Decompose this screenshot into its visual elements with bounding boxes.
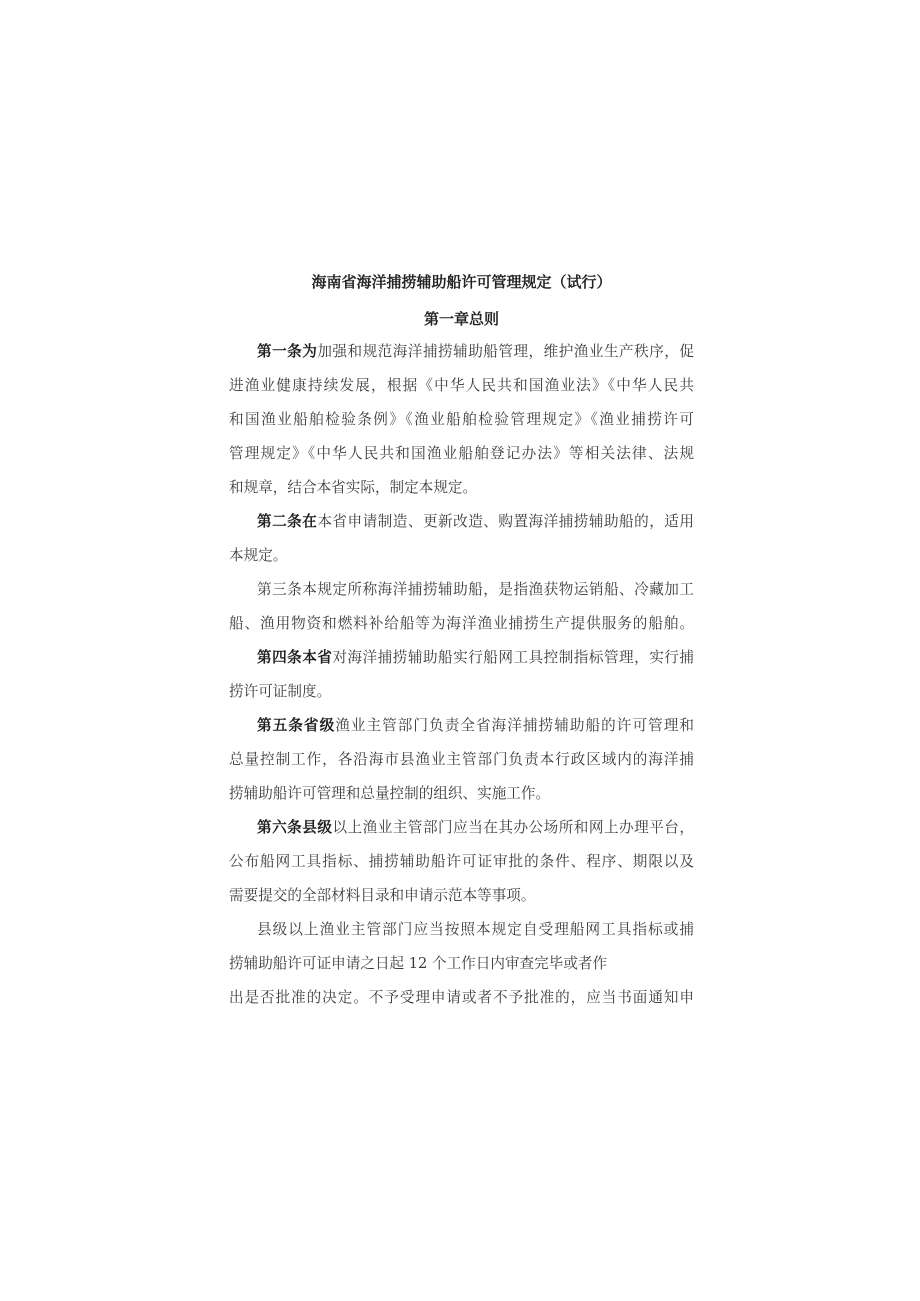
text-line — [229, 682, 694, 702]
text-line — [229, 580, 694, 600]
text-line — [229, 988, 694, 1008]
text-line — [229, 342, 694, 362]
line-text: 县级以上渔业主管部门应当按照本规定自受理船网工具指标或捕 — [257, 921, 694, 938]
article-lead: 第一条为 — [257, 343, 318, 360]
text-line — [229, 886, 694, 906]
text-line — [229, 954, 694, 974]
line-text: 对海洋捕捞辅助船实行船网工具控制指标管理，实行捕 — [332, 649, 694, 666]
document-title: 海南省海洋捕捞辅助船许可管理规定（试行） — [311, 273, 612, 291]
article-lead: 第五条省级 — [257, 717, 336, 734]
text-line — [229, 716, 694, 736]
text-line — [229, 546, 694, 566]
line-text: 和规章，结合本省实际，制定本规定。 — [229, 479, 478, 496]
text-line — [229, 512, 694, 532]
text-line — [229, 648, 694, 668]
line-text: 管理规定》《中华人民共和国渔业船舶登记办法》等相关法律、法规 — [229, 445, 694, 462]
line-text: 捞辅助船许可证申请之日起 12 个工作日内审查完毕或者作 — [229, 955, 608, 972]
article-lead: 第六条县级 — [257, 819, 333, 836]
article-lead: 第四条本省 — [257, 649, 333, 666]
line-text: 加强和规范海洋捕捞辅助船管理，维护渔业生产秩序，促 — [317, 343, 694, 360]
text-line — [229, 376, 694, 396]
text-line — [229, 784, 694, 804]
text-line — [229, 750, 694, 770]
text-line — [229, 410, 694, 430]
text-line — [229, 614, 694, 634]
line-text: 第三条本规定所称海洋捕捞辅助船，是指渔获物运销船、冷藏加工 — [257, 581, 694, 598]
line-text: 以上渔业主管部门应当在其办公场所和网上办理平台， — [332, 819, 694, 836]
text-line — [229, 852, 694, 872]
line-text: 船、渔用物资和燃料补给船等为海洋渔业捕捞生产提供服务的船舶。 — [229, 615, 694, 632]
text-line — [229, 444, 694, 464]
line-text: 和国渔业船舶检验条例》《渔业船舶检验管理规定》《渔业捕捞许可 — [229, 411, 694, 428]
line-text: 本省申请制造、更新改造、购置海洋捕捞辅助船的，适用 — [317, 513, 694, 530]
line-text: 渔业主管部门负责全省海洋捕捞辅助船的许可管理和 — [335, 717, 694, 734]
text-line — [229, 920, 694, 940]
article-lead: 第二条在 — [257, 513, 318, 530]
text-line — [229, 818, 694, 838]
line-text: 捞辅助船许可管理和总量控制的组织、实施工作。 — [229, 785, 551, 802]
chapter-heading: 第一章总则 — [423, 310, 499, 328]
line-text: 总量控制工作，各沿海市县渔业主管部门负责本行政区域内的海洋捕 — [229, 751, 694, 768]
line-text: 本规定。 — [229, 547, 288, 564]
line-text: 捞许可证制度。 — [229, 683, 332, 700]
line-text: 出是否批准的决定。不予受理申请或者不予批准的，应当书面通知申 — [229, 989, 694, 1006]
line-text: 进渔业健康持续发展，根据《中华人民共和国渔业法》《中华人民共 — [229, 377, 694, 394]
text-line — [229, 478, 694, 498]
line-text: 需要提交的全部材料目录和申请示范本等事项。 — [229, 887, 536, 904]
line-text: 公布船网工具指标、捕捞辅助船许可证审批的条件、程序、期限以及 — [229, 853, 694, 870]
